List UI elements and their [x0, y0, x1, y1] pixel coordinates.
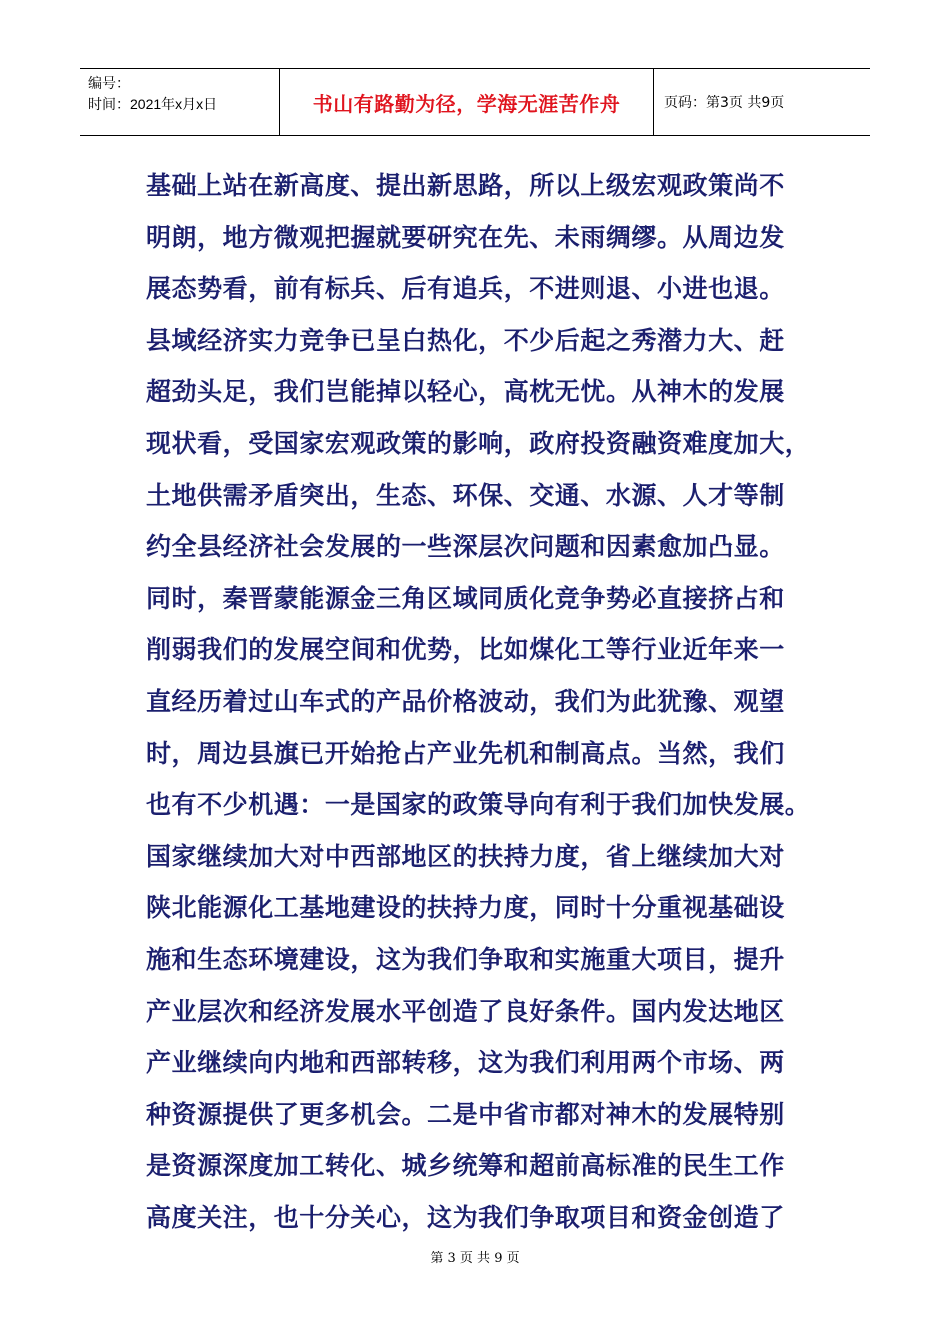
- body-line: 时，周边县旗已开始抢占产业先机和制高点。当然，我们: [146, 738, 785, 768]
- body-line: 产业层次和经济发展水平创造了良好条件。国内发达地区: [146, 996, 785, 1026]
- header-meta: [80, 69, 279, 135]
- header-page-info: 页码：第3页 共9页: [664, 95, 785, 111]
- body-line: 是资源深度加工转化、城乡统筹和超前高标准的民生工作: [146, 1151, 785, 1181]
- body-line: 展态势看，前有标兵、后有追兵，不进则退、小进也退。: [146, 274, 785, 304]
- page-header: [80, 68, 870, 136]
- body-line: 陕北能源化工基地建设的扶持力度，同时十分重视基础设: [146, 893, 785, 923]
- body-line: 同时，秦晋蒙能源金三角区域同质化竞争势必直接挤占和: [146, 583, 785, 613]
- body-line: 也有不少机遇：一是国家的政策导向有利于我们加快发展。: [146, 790, 811, 820]
- body-line: 土地供需矛盾突出，生态、环保、交通、水源、人才等制: [146, 480, 785, 510]
- body-line: 直经历着过山车式的产品价格波动，我们为此犹豫、观望: [146, 686, 785, 716]
- body-line: 超劲头足，我们岂能掉以轻心，高枕无忧。从神木的发展: [146, 377, 785, 407]
- document-body: [146, 160, 826, 1243]
- body-line: 县域经济实力竞争已呈白热化，不少后起之秀潜力大、赶: [146, 325, 785, 355]
- body-line: 基础上站在新高度、提出新思路，所以上级宏观政策尚不: [146, 171, 785, 200]
- body-line: 约全县经济社会发展的一些深层次问题和因素愈加凸显。: [146, 532, 785, 562]
- header-motto: 书山有路勤为径，学海无涯苦作舟: [279, 69, 654, 135]
- body-line: 现状看，受国家宏观政策的影响，政府投资融资难度加大，: [146, 428, 811, 458]
- number-label: 编号：: [88, 75, 130, 91]
- body-line: 高度关注，也十分关心，这为我们争取项目和资金创造了: [146, 1202, 785, 1232]
- body-line: 种资源提供了更多机会。二是中省市都对神木的发展特别: [146, 1099, 785, 1129]
- page-footer: 第 3 页 共 9 页: [430, 1251, 520, 1266]
- body-line: 国家继续加大对中西部地区的扶持力度，省上继续加大对: [146, 841, 785, 871]
- time-label: 时间：2021年x月x日: [88, 96, 218, 112]
- body-line: 削弱我们的发展空间和优势，比如煤化工等行业近年来一: [146, 635, 785, 665]
- body-line: 施和生态环境建设，这为我们争取和实施重大项目，提升: [146, 944, 785, 974]
- body-line: 产业继续向内地和西部转移，这为我们利用两个市场、两: [146, 1048, 785, 1078]
- body-line: 明朗，地方微观把握就要研究在先、未雨绸缪。从周边发: [146, 222, 785, 252]
